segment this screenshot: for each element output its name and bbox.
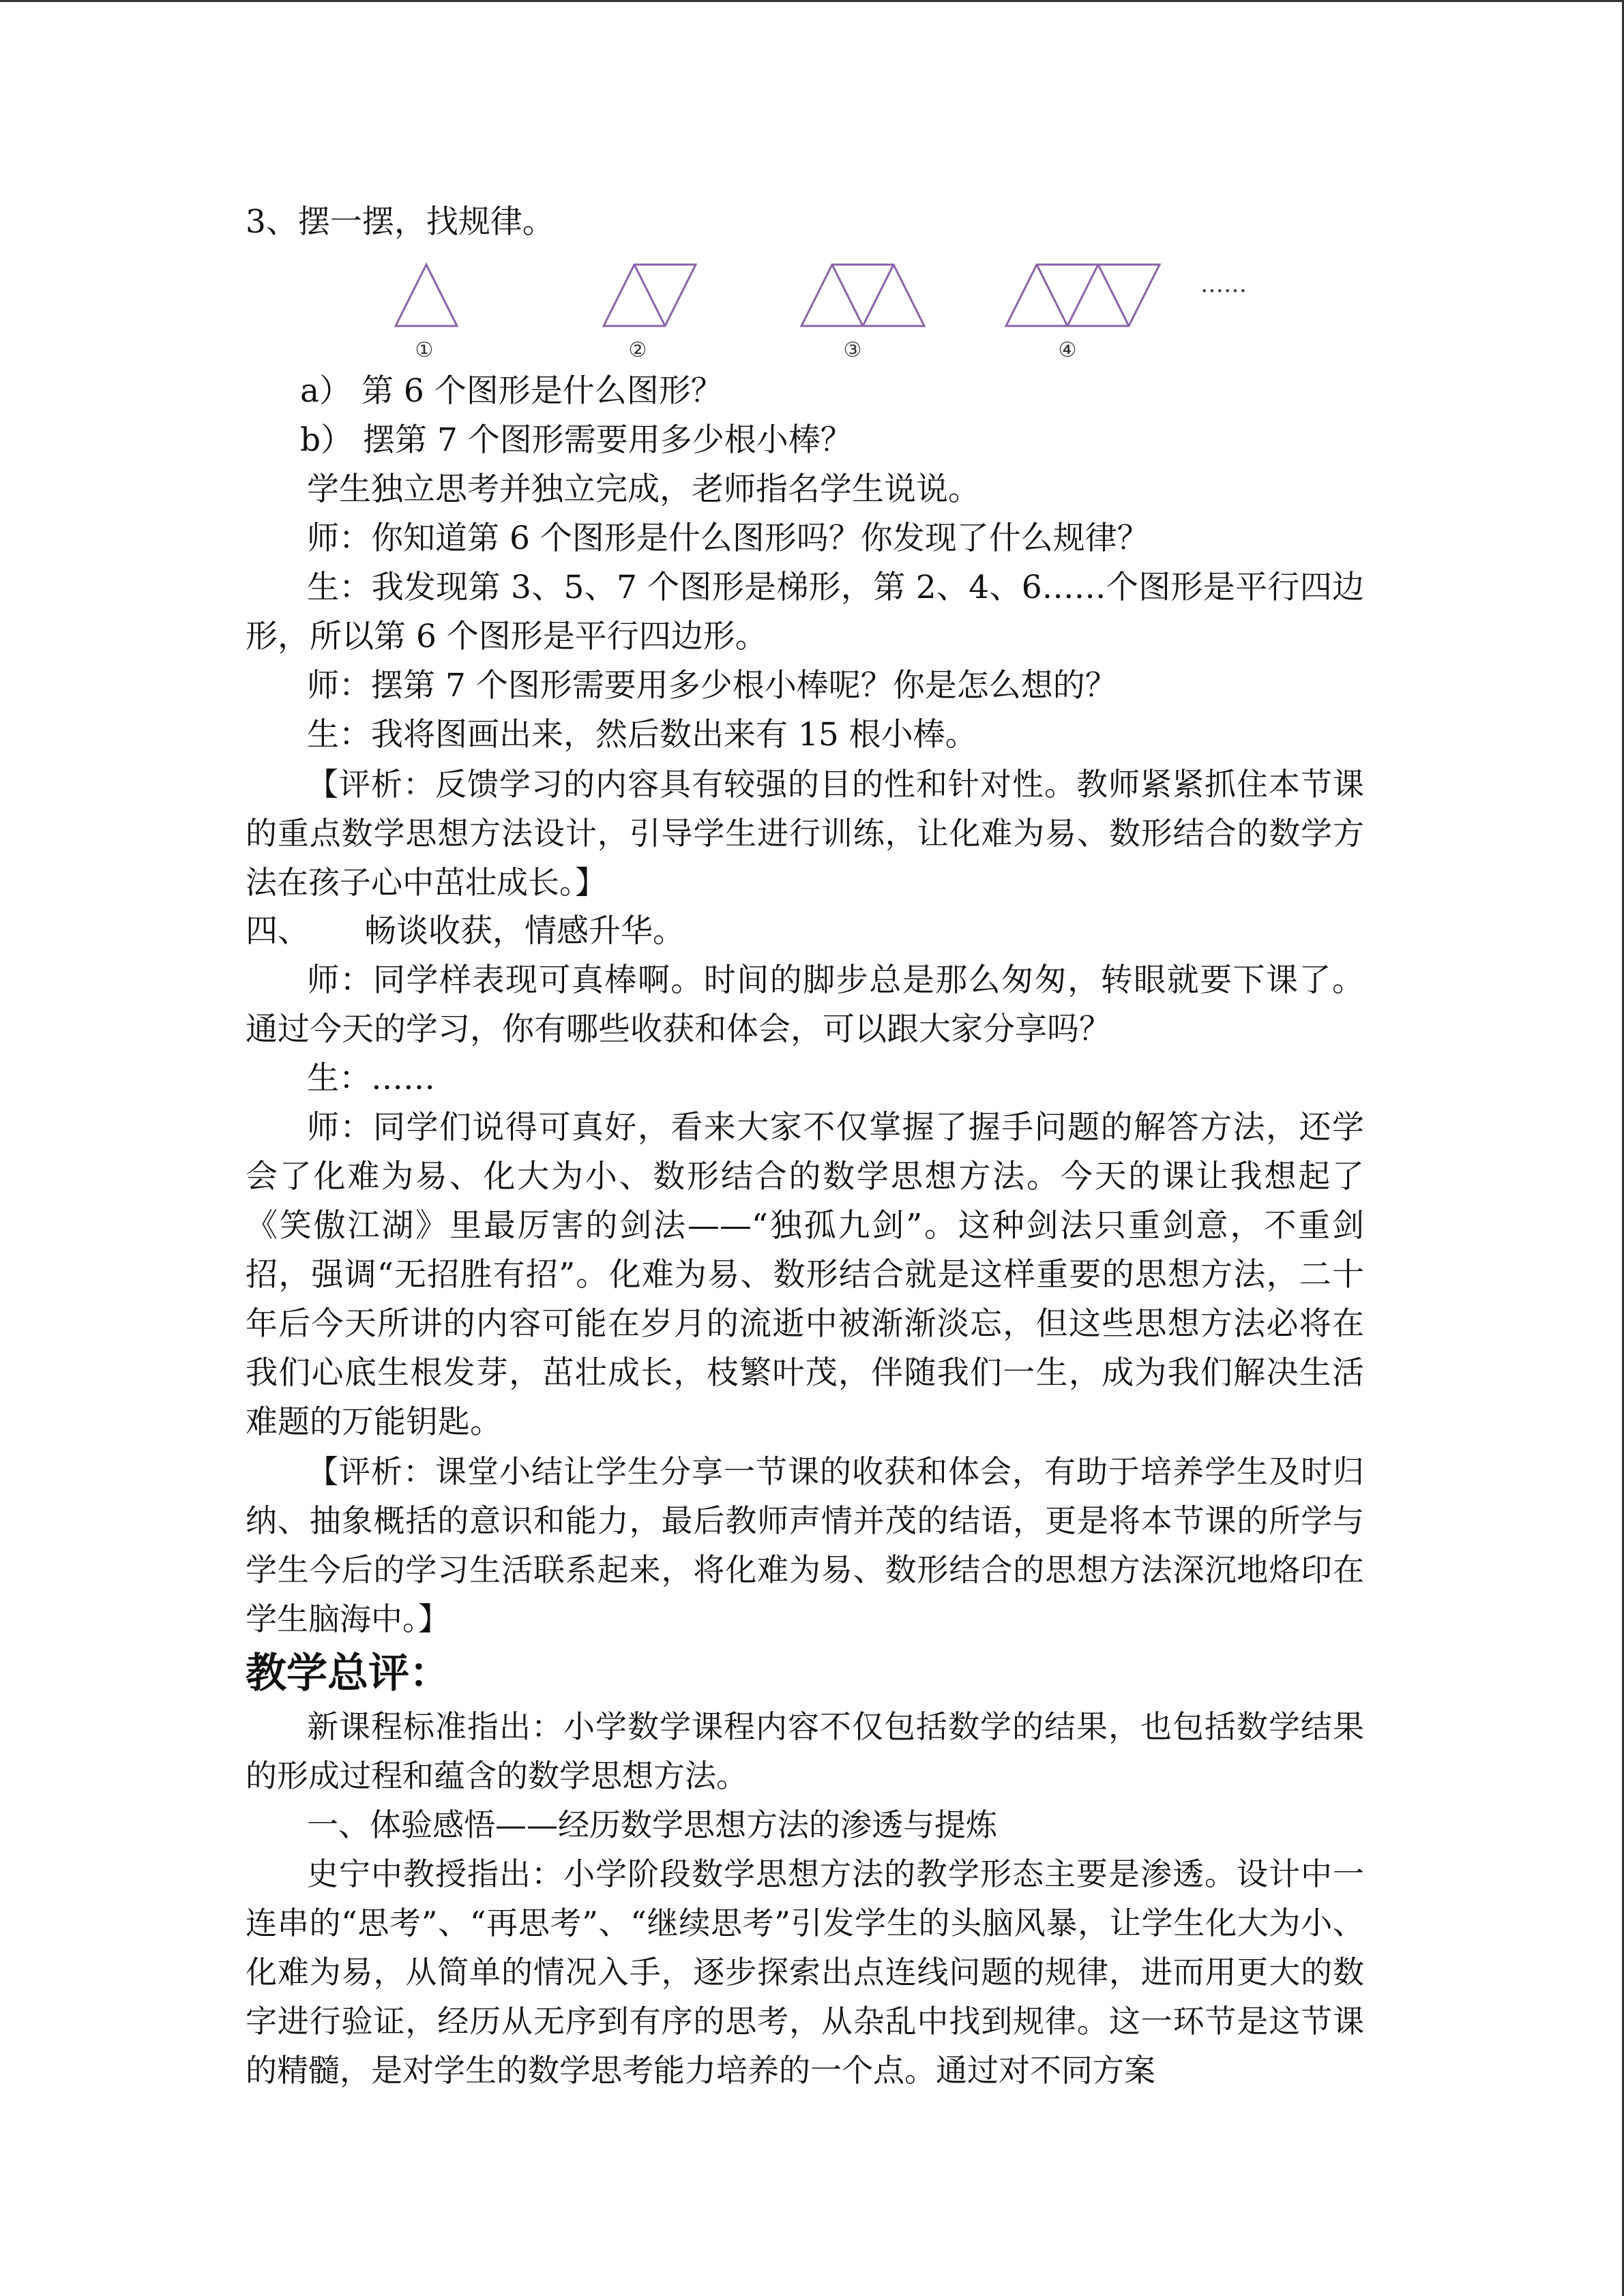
paragraph: 学生独立思考并独立完成，老师指名学生说说。 <box>307 471 980 508</box>
paragraph: 师：你知道第 6 个图形是什么图形吗？你发现了什么规律？ <box>307 520 1149 557</box>
paragraph: 生：我将图画出来，然后数出来有 15 根小棒。 <box>307 716 977 754</box>
paragraph: 生：我发现第 3、5、7 个图形是梯形，第 2、4、6……个图形是平行四边形，所以第 6 个图形是平行四边形。 <box>246 569 1364 655</box>
section-4-title: 畅谈收获，情感升华。 <box>364 912 685 950</box>
paragraph: 师：同学们说得可真好，看来大家不仅掌握了握手问题的解答方法，还学会了化难为易、化大为小、数形结合的数学思想方法。今天的课让我想起了《笑傲江湖》里最厉害的剑法——“独孤九剑”。这种剑法只重剑意，不重剑招，强调“无招胜有招”。化难为易、数形结合就是这样重要的思想方法，二十年后今天所讲的内容可能在岁月的流逝中被渐渐淡忘，但这些思想方法必将在我们心底生根发芽，茁壮成长，枝繁叶茂，伴随我们一生，成为我们解决生活难题的万能钥匙。 <box>246 1109 1364 1441</box>
paragraph: 生：…… <box>307 1060 435 1097</box>
summary-paragraph: 新课程标准指出：小学数学课程内容不仅包括数学的结果，也包括数学结果的形成过程和蕴含的数学思想方法。 <box>246 1708 1364 1794</box>
figure-1-triangle <box>396 265 457 326</box>
summary-paragraph: 史宁中教授指出：小学阶段数学思想方法的教学形态主要是渗透。设计中一连串的“思考”、“再思考”、“继续思考”引发学生的头脑风暴，让学生化大为小、化难为易，从简单的情况入手，逐步探索出点连线问题的规律，进而用更大的数字进行验证，经历从无序到有序的思考，从杂乱中找到规律。这一环节是这节课的精髓，是对学生的数学思考能力培养的一个点。通过对不同方案 <box>246 1855 1364 2089</box>
figure-label: ② <box>628 338 647 362</box>
figure-ellipsis: …… <box>1200 271 1247 298</box>
question-a: a） 第 6 个图形是什么图形？ <box>300 372 723 410</box>
triangle-pattern-figure <box>246 251 1364 367</box>
paragraph: 师：同学样表现可真棒啊。时间的脚步总是那么匆匆，转眼就要下课了。通过今天的学习，你有哪些收获和体会，可以跟大家分享吗？ <box>246 961 1364 1048</box>
pattern-svg <box>246 251 1364 367</box>
summary-title: 教学总评： <box>246 1650 450 1697</box>
figure-label: ④ <box>1058 338 1077 362</box>
figure-label: ③ <box>843 338 862 362</box>
figure-3-trapezoid <box>801 265 924 326</box>
figure-label: ① <box>415 338 434 362</box>
section-4-heading <box>246 907 1364 956</box>
review-comment: 【评析：反馈学习的内容具有较强的目的性和针对性。教师紧紧抓住本节课的重点数学思想方法设计，引导学生进行训练，让化难为易、数形结合的数学方法在孩子心中茁壮成长。】 <box>246 766 1364 901</box>
paragraph: 师：摆第 7 个图形需要用多少根小棒呢？你是怎么想的？ <box>307 667 1117 704</box>
summary-subheading: 一、体验感悟——经历数学思想方法的渗透与提炼 <box>307 1806 997 1843</box>
review-comment: 【评析：课堂小结让学生分享一节课的收获和体会，有助于培养学生及时归纳、抽象概括的意识和能力，最后教师声情并茂的结语，更是将本节课的所学与学生今后的学习生活联系起来，将化难为易、数形结合的思想方法深沉地烙印在学生脑海中。】 <box>246 1453 1364 1637</box>
question-b: b） 摆第 7 个图形需要用多少根小棒？ <box>300 421 853 459</box>
section-4-number: 四、 <box>246 912 310 950</box>
document-body <box>246 198 1364 2095</box>
problem-3-title: 3、摆一摆，找规律。 <box>246 203 555 241</box>
